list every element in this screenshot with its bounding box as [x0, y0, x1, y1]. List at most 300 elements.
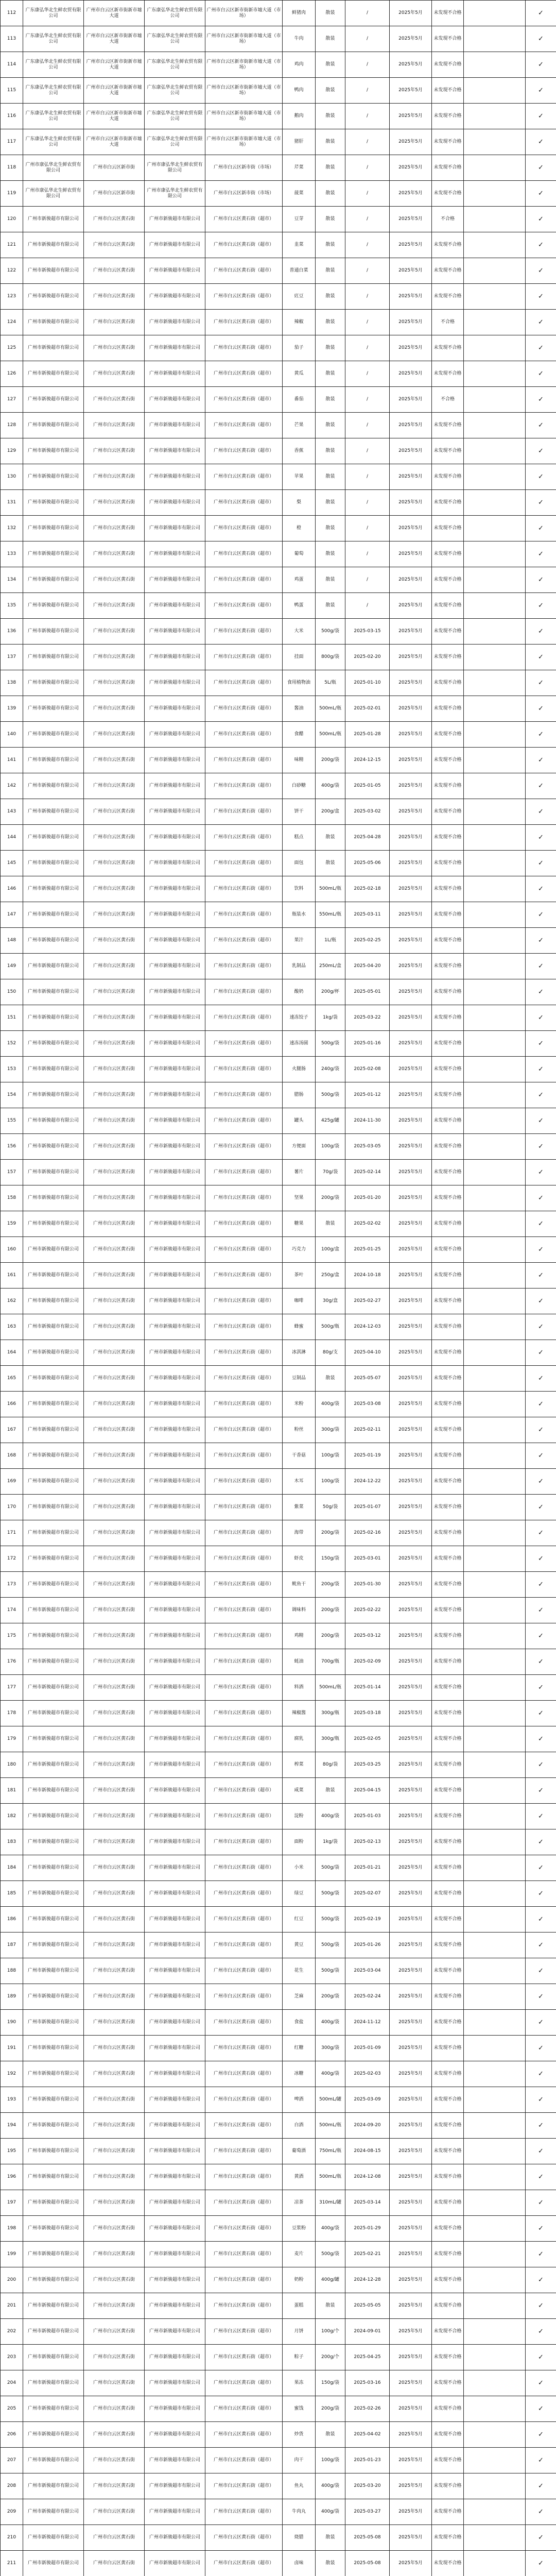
- production-date-cell: 2025-03-04: [345, 1958, 390, 1984]
- spec-cell: 散装: [316, 2422, 345, 2448]
- production-date-cell: /: [345, 438, 390, 464]
- serial-number-cell: 208: [1, 2473, 23, 2499]
- sampled-unit-cell: 广州市康弘华北生鲜农贸有限公司: [145, 155, 205, 181]
- serial-number-cell: 159: [1, 1211, 23, 1237]
- manufacturer-address-cell: 广州市白云区黄石街: [84, 1958, 145, 1984]
- sampling-date-cell: 2025年5月: [390, 2036, 432, 2061]
- manufacturer-cell: 广州市新骏超市有限公司: [23, 619, 84, 645]
- manufacturer-address-cell: 广州市白云区黄石街: [84, 387, 145, 413]
- manufacturer-cell: 广州市新骏超市有限公司: [23, 1907, 84, 1933]
- serial-number-cell: 130: [1, 464, 23, 490]
- sampled-unit-address-cell: 广州市白云区新市街新市墟大道（市场）: [205, 52, 283, 78]
- table-row: [1, 2267, 556, 2293]
- sampled-unit-address-cell: 广州市白云区黄石街（超市）: [205, 825, 283, 851]
- sampled-unit-cell: 广州市新骏超市有限公司: [145, 1623, 205, 1649]
- production-date-cell: 2025-02-02: [345, 1211, 390, 1237]
- manufacturer-address-cell: 广州市白云区黄石街: [84, 464, 145, 490]
- conclusion-cell: 未发现不合格: [432, 1443, 464, 1469]
- sampled-unit-address-cell: 广州市白云区黄石街（超市）: [205, 2422, 283, 2448]
- sample-name-cell: 茄子: [283, 335, 316, 361]
- table-row: [1, 516, 556, 541]
- serial-number-cell: 189: [1, 1984, 23, 2010]
- manufacturer-cell: 广州市新骏超市有限公司: [23, 1366, 84, 1392]
- manufacturer-cell: 广东康弘华北生鲜农贸有限公司: [23, 78, 84, 104]
- table-row: [1, 26, 556, 52]
- sampling-date-cell: 2025年5月: [390, 2551, 432, 2576]
- sampled-unit-cell: 广州市新骏超市有限公司: [145, 825, 205, 851]
- sample-name-cell: 鸡肉: [283, 52, 316, 78]
- manufacturer-cell: 广东康弘华北生鲜农贸有限公司: [23, 104, 84, 129]
- production-date-cell: 2024-08-15: [345, 2139, 390, 2164]
- sample-name-cell: 番茄: [283, 387, 316, 413]
- sampled-unit-address-cell: 广州市白云区黄石街（超市）: [205, 1082, 283, 1108]
- table-row: [1, 979, 556, 1005]
- sampled-unit-cell: 广州市新骏超市有限公司: [145, 593, 205, 619]
- sampled-unit-address-cell: 广州市白云区黄石街（超市）: [205, 2293, 283, 2319]
- spec-cell: 500mL/罐: [316, 2087, 345, 2113]
- conclusion-cell: 未发现不合格: [432, 902, 464, 928]
- production-date-cell: /: [345, 1, 390, 26]
- sampled-unit-address-cell: 广州市白云区黄石街（超市）: [205, 2473, 283, 2499]
- manufacturer-cell: 广州市新骏超市有限公司: [23, 1211, 84, 1237]
- remark-cell: ✓: [526, 490, 556, 516]
- sampled-unit-cell: 广州市新骏超市有限公司: [145, 876, 205, 902]
- sampled-unit-address-cell: 广州市白云区黄石街（超市）: [205, 387, 283, 413]
- table-row: [1, 1701, 556, 1726]
- sampled-unit-cell: 广州市新骏超市有限公司: [145, 954, 205, 979]
- serial-number-cell: 179: [1, 1726, 23, 1752]
- manufacturer-cell: 广州市新骏超市有限公司: [23, 1958, 84, 1984]
- nonconforming-item-cell: [464, 1237, 526, 1263]
- sampling-date-cell: 2025年5月: [390, 2396, 432, 2422]
- sampled-unit-address-cell: 广州市白云区黄石街（超市）: [205, 645, 283, 670]
- production-date-cell: 2024-11-30: [345, 1108, 390, 1134]
- nonconforming-item-cell: [464, 2139, 526, 2164]
- table-row: [1, 1829, 556, 1855]
- sample-name-cell: 辣椒: [283, 310, 316, 335]
- remark-cell: ✓: [526, 670, 556, 696]
- sampling-date-cell: 2025年5月: [390, 1134, 432, 1160]
- remark-cell: ✓: [526, 1237, 556, 1263]
- conclusion-cell: 未发现不合格: [432, 1417, 464, 1443]
- manufacturer-cell: 广州市新骏超市有限公司: [23, 207, 84, 232]
- nonconforming-item-cell: [464, 1572, 526, 1598]
- manufacturer-address-cell: 广州市白云区黄石街: [84, 2448, 145, 2473]
- serial-number-cell: 186: [1, 1907, 23, 1933]
- remark-cell: ✓: [526, 825, 556, 851]
- conclusion-cell: 未发现不合格: [432, 696, 464, 722]
- production-date-cell: 2024-11-12: [345, 2010, 390, 2036]
- remark-cell: ✓: [526, 52, 556, 78]
- nonconforming-item-cell: [464, 2061, 526, 2087]
- sampling-date-cell: 2025年5月: [390, 1314, 432, 1340]
- nonconforming-item-cell: [464, 2345, 526, 2370]
- nonconforming-item-cell: [464, 593, 526, 619]
- production-date-cell: 2025-02-05: [345, 1726, 390, 1752]
- manufacturer-address-cell: 广州市白云区黄石街: [84, 928, 145, 954]
- sample-name-cell: 食用植物油: [283, 670, 316, 696]
- sampled-unit-address-cell: 广州市白云区黄石街（超市）: [205, 1185, 283, 1211]
- nonconforming-item-cell: [464, 876, 526, 902]
- production-date-cell: 2025-02-21: [345, 2242, 390, 2267]
- sample-name-cell: 黄豆: [283, 1933, 316, 1958]
- spec-cell: 500g/袋: [316, 1933, 345, 1958]
- nonconforming-item-cell: [464, 258, 526, 284]
- table-row: [1, 2448, 556, 2473]
- remark-cell: ✓: [526, 645, 556, 670]
- remark-cell: ✓: [526, 284, 556, 310]
- spec-cell: 散装: [316, 26, 345, 52]
- sampled-unit-address-cell: 广州市白云区黄石街（超市）: [205, 1469, 283, 1495]
- nonconforming-item-cell: [464, 1, 526, 26]
- sampled-unit-cell: 广州市新骏超市有限公司: [145, 2551, 205, 2576]
- nonconforming-item-cell: [464, 1366, 526, 1392]
- sample-name-cell: 黄酒: [283, 2164, 316, 2190]
- sampled-unit-address-cell: 广州市白云区黄石街（超市）: [205, 1804, 283, 1829]
- remark-cell: ✓: [526, 2525, 556, 2551]
- remark-cell: ✓: [526, 26, 556, 52]
- sampled-unit-cell: 广州市新骏超市有限公司: [145, 1572, 205, 1598]
- sampled-unit-address-cell: 广州市白云区新市街新市墟大道（市场）: [205, 26, 283, 52]
- sampled-unit-address-cell: 广州市白云区黄石街（超市）: [205, 902, 283, 928]
- sampled-unit-address-cell: 广州市白云区黄石街（超市）: [205, 2164, 283, 2190]
- serial-number-cell: 191: [1, 2036, 23, 2061]
- sampled-unit-cell: 广州市新骏超市有限公司: [145, 2293, 205, 2319]
- sampled-unit-address-cell: 广州市白云区黄石街（超市）: [205, 2139, 283, 2164]
- remark-cell: ✓: [526, 1108, 556, 1134]
- manufacturer-cell: 广州市新骏超市有限公司: [23, 1392, 84, 1417]
- sampled-unit-address-cell: 广州市白云区新市街新市墟大道（市场）: [205, 104, 283, 129]
- manufacturer-cell: 广州市康弘华北生鲜农贸有限公司: [23, 155, 84, 181]
- production-date-cell: 2025-03-14: [345, 2190, 390, 2216]
- spec-cell: 散装: [316, 78, 345, 104]
- sample-name-cell: 咖啡: [283, 1289, 316, 1314]
- table-row: [1, 284, 556, 310]
- nonconforming-item-cell: [464, 284, 526, 310]
- sample-name-cell: 韭菜: [283, 232, 316, 258]
- production-date-cell: /: [345, 129, 390, 155]
- spec-cell: 500g/袋: [316, 2242, 345, 2267]
- table-row: [1, 696, 556, 722]
- sampling-date-cell: 2025年5月: [390, 1623, 432, 1649]
- sampling-date-cell: 2025年5月: [390, 26, 432, 52]
- sample-name-cell: 米粉: [283, 1392, 316, 1417]
- spec-cell: 200g/袋: [316, 1623, 345, 1649]
- serial-number-cell: 193: [1, 2087, 23, 2113]
- sample-name-cell: 蛋糕: [283, 2293, 316, 2319]
- sampled-unit-cell: 广州市新骏超市有限公司: [145, 490, 205, 516]
- sampled-unit-address-cell: 广州市白云区黄石街（超市）: [205, 2190, 283, 2216]
- sampled-unit-address-cell: 广州市白云区黄石街（超市）: [205, 567, 283, 593]
- table-row: [1, 1907, 556, 1933]
- nonconforming-item-cell: [464, 1005, 526, 1031]
- nonconforming-item-cell: [464, 1263, 526, 1289]
- sample-name-cell: 鱼丸: [283, 2473, 316, 2499]
- manufacturer-cell: 广州市新骏超市有限公司: [23, 1675, 84, 1701]
- conclusion-cell: 未发现不合格: [432, 722, 464, 748]
- sample-name-cell: 菠菜: [283, 181, 316, 207]
- sample-name-cell: 蚝油: [283, 1649, 316, 1675]
- nonconforming-item-cell: [464, 928, 526, 954]
- manufacturer-address-cell: 广州市白云区黄石街: [84, 1623, 145, 1649]
- manufacturer-address-cell: 广州市白云区新市街新市墟大道: [84, 78, 145, 104]
- manufacturer-address-cell: 广州市白云区黄石街: [84, 361, 145, 387]
- sample-name-cell: 咸菜: [283, 1778, 316, 1804]
- manufacturer-address-cell: 广州市白云区黄石街: [84, 799, 145, 825]
- table-row: [1, 1031, 556, 1057]
- production-date-cell: 2024-12-22: [345, 1469, 390, 1495]
- remark-cell: ✓: [526, 1340, 556, 1366]
- spec-cell: 100g/个: [316, 2319, 345, 2345]
- remark-cell: ✓: [526, 696, 556, 722]
- conclusion-cell: 未发现不合格: [432, 1701, 464, 1726]
- sampled-unit-cell: 广州市新骏超市有限公司: [145, 2216, 205, 2242]
- sampling-date-cell: 2025年5月: [390, 954, 432, 979]
- sampling-date-cell: 2025年5月: [390, 2319, 432, 2345]
- spec-cell: 5L/瓶: [316, 670, 345, 696]
- spec-cell: 250g/盒: [316, 1263, 345, 1289]
- table-row: [1, 1855, 556, 1881]
- table-row: [1, 2319, 556, 2345]
- spec-cell: 1L/瓶: [316, 928, 345, 954]
- sampled-unit-address-cell: 广州市白云区黄石街（超市）: [205, 2036, 283, 2061]
- sampled-unit-cell: 广州市新骏超市有限公司: [145, 1933, 205, 1958]
- sampled-unit-cell: 广州市新骏超市有限公司: [145, 1958, 205, 1984]
- manufacturer-cell: 广州市新骏超市有限公司: [23, 1443, 84, 1469]
- remark-cell: ✓: [526, 1701, 556, 1726]
- nonconforming-item-cell: [464, 2242, 526, 2267]
- sampled-unit-cell: 广东康弘华北生鲜农贸有限公司: [145, 129, 205, 155]
- sampled-unit-address-cell: 广州市白云区黄石街（超市）: [205, 619, 283, 645]
- production-date-cell: 2025-02-11: [345, 1417, 390, 1443]
- manufacturer-address-cell: 广州市白云区黄石街: [84, 1263, 145, 1289]
- sampled-unit-cell: 广州市新骏超市有限公司: [145, 773, 205, 799]
- nonconforming-item-cell: [464, 1804, 526, 1829]
- table-row: [1, 1804, 556, 1829]
- conclusion-cell: 未发现不合格: [432, 2499, 464, 2525]
- manufacturer-address-cell: 广州市白云区新市街: [84, 181, 145, 207]
- sample-name-cell: 香蕉: [283, 438, 316, 464]
- manufacturer-address-cell: 广州市白云区黄石街: [84, 851, 145, 876]
- sampling-date-cell: 2025年5月: [390, 1778, 432, 1804]
- serial-number-cell: 149: [1, 954, 23, 979]
- sampled-unit-address-cell: 广州市白云区黄石街（超市）: [205, 1649, 283, 1675]
- manufacturer-cell: 广东康弘华北生鲜农贸有限公司: [23, 129, 84, 155]
- sampled-unit-address-cell: 广州市白云区黄石街（超市）: [205, 851, 283, 876]
- manufacturer-cell: 广州市新骏超市有限公司: [23, 1701, 84, 1726]
- serial-number-cell: 161: [1, 1263, 23, 1289]
- manufacturer-address-cell: 广州市白云区黄石街: [84, 1005, 145, 1031]
- manufacturer-address-cell: 广州市白云区黄石街: [84, 2190, 145, 2216]
- manufacturer-address-cell: 广州市白云区黄石街: [84, 1392, 145, 1417]
- sample-name-cell: 苹果: [283, 464, 316, 490]
- sample-name-cell: 牛肉丸: [283, 2499, 316, 2525]
- manufacturer-cell: 广州市新骏超市有限公司: [23, 232, 84, 258]
- nonconforming-item-cell: [464, 2551, 526, 2576]
- spec-cell: 400g/袋: [316, 2216, 345, 2242]
- sample-name-cell: 淀粉: [283, 1804, 316, 1829]
- table-row: [1, 1160, 556, 1185]
- sample-name-cell: 芹菜: [283, 155, 316, 181]
- nonconforming-item-cell: [464, 1829, 526, 1855]
- sampled-unit-address-cell: 广州市白云区黄石街（超市）: [205, 1520, 283, 1546]
- sampled-unit-address-cell: 广州市白云区黄石街（超市）: [205, 1984, 283, 2010]
- spec-cell: 散装: [316, 232, 345, 258]
- sampling-date-cell: 2025年5月: [390, 1495, 432, 1520]
- sampled-unit-cell: 广州市新骏超市有限公司: [145, 979, 205, 1005]
- nonconforming-item-cell: [464, 52, 526, 78]
- conclusion-cell: 未发现不合格: [432, 335, 464, 361]
- sample-name-cell: 鹅肉: [283, 104, 316, 129]
- manufacturer-address-cell: 广州市白云区新市街新市墟大道: [84, 1, 145, 26]
- remark-cell: ✓: [526, 2267, 556, 2293]
- conclusion-cell: 未发现不合格: [432, 541, 464, 567]
- manufacturer-address-cell: 广州市白云区黄石街: [84, 2293, 145, 2319]
- conclusion-cell: 未发现不合格: [432, 1082, 464, 1108]
- manufacturer-address-cell: 广州市白云区黄石街: [84, 2242, 145, 2267]
- spec-cell: 散装: [316, 1778, 345, 1804]
- nonconforming-item-cell: [464, 1108, 526, 1134]
- manufacturer-address-cell: 广州市白云区黄石街: [84, 954, 145, 979]
- sampling-date-cell: 2025年5月: [390, 2164, 432, 2190]
- spec-cell: 750mL/瓶: [316, 2139, 345, 2164]
- production-date-cell: 2025-05-08: [345, 2525, 390, 2551]
- conclusion-cell: 未发现不合格: [432, 2396, 464, 2422]
- production-date-cell: /: [345, 232, 390, 258]
- spec-cell: 400g/袋: [316, 1804, 345, 1829]
- production-date-cell: /: [345, 258, 390, 284]
- spec-cell: 500mL/瓶: [316, 1675, 345, 1701]
- manufacturer-cell: 广州市新骏超市有限公司: [23, 335, 84, 361]
- sample-name-cell: 鱿鱼干: [283, 1572, 316, 1598]
- sampled-unit-address-cell: 广州市白云区黄石街（超市）: [205, 2370, 283, 2396]
- conclusion-cell: 未发现不合格: [432, 1598, 464, 1623]
- remark-cell: ✓: [526, 773, 556, 799]
- remark-cell: ✓: [526, 1082, 556, 1108]
- table-row: [1, 207, 556, 232]
- sample-name-cell: 蜜饯: [283, 2396, 316, 2422]
- sampling-date-cell: 2025年5月: [390, 2370, 432, 2396]
- sampled-unit-address-cell: 广州市白云区黄石街（超市）: [205, 1752, 283, 1778]
- spec-cell: 散装: [316, 2525, 345, 2551]
- conclusion-cell: 未发现不合格: [432, 155, 464, 181]
- sampling-date-cell: 2025年5月: [390, 1031, 432, 1057]
- sampled-unit-address-cell: 广州市白云区黄石街（超市）: [205, 1340, 283, 1366]
- sampled-unit-cell: 广州市新骏超市有限公司: [145, 2190, 205, 2216]
- manufacturer-address-cell: 广州市白云区黄石街: [84, 645, 145, 670]
- table-row: [1, 1933, 556, 1958]
- conclusion-cell: 未发现不合格: [432, 1623, 464, 1649]
- sampled-unit-cell: 广州市新骏超市有限公司: [145, 387, 205, 413]
- remark-cell: ✓: [526, 1804, 556, 1829]
- sample-name-cell: 绿豆: [283, 1881, 316, 1907]
- sampled-unit-cell: 广州市新骏超市有限公司: [145, 516, 205, 541]
- sampled-unit-address-cell: 广州市白云区黄石街（超市）: [205, 722, 283, 748]
- manufacturer-address-cell: 广州市白云区黄石街: [84, 1933, 145, 1958]
- manufacturer-address-cell: 广州市白云区黄石街: [84, 1520, 145, 1546]
- remark-cell: ✓: [526, 2422, 556, 2448]
- serial-number-cell: 167: [1, 1417, 23, 1443]
- table-row: [1, 464, 556, 490]
- sampled-unit-cell: 广州市新骏超市有限公司: [145, 1082, 205, 1108]
- conclusion-cell: 未发现不合格: [432, 954, 464, 979]
- spec-cell: 300g/袋: [316, 2036, 345, 2061]
- manufacturer-cell: 广州市新骏超市有限公司: [23, 387, 84, 413]
- manufacturer-cell: 广州市新骏超市有限公司: [23, 1649, 84, 1675]
- manufacturer-cell: 广州市新骏超市有限公司: [23, 284, 84, 310]
- production-date-cell: 2025-03-12: [345, 1623, 390, 1649]
- manufacturer-address-cell: 广州市白云区黄石街: [84, 1082, 145, 1108]
- remark-cell: ✓: [526, 1829, 556, 1855]
- remark-cell: ✓: [526, 1443, 556, 1469]
- sample-name-cell: 调味料: [283, 1598, 316, 1623]
- table-row: [1, 335, 556, 361]
- manufacturer-cell: 广州市新骏超市有限公司: [23, 2319, 84, 2345]
- nonconforming-item-cell: [464, 2087, 526, 2113]
- production-date-cell: 2025-05-08: [345, 2551, 390, 2576]
- sample-name-cell: 鸭蛋: [283, 593, 316, 619]
- sampled-unit-cell: 广州市新骏超市有限公司: [145, 567, 205, 593]
- serial-number-cell: 127: [1, 387, 23, 413]
- sampled-unit-cell: 广州市新骏超市有限公司: [145, 2422, 205, 2448]
- manufacturer-address-cell: 广州市白云区黄石街: [84, 516, 145, 541]
- serial-number-cell: 181: [1, 1778, 23, 1804]
- sampling-date-cell: 2025年5月: [390, 1185, 432, 1211]
- manufacturer-address-cell: 广州市白云区黄石街: [84, 902, 145, 928]
- sample-name-cell: 食醋: [283, 722, 316, 748]
- manufacturer-cell: 广州市新骏超市有限公司: [23, 1469, 84, 1495]
- manufacturer-address-cell: 广州市白云区黄石街: [84, 1881, 145, 1907]
- sampled-unit-cell: 广州市新骏超市有限公司: [145, 1984, 205, 2010]
- manufacturer-cell: 广州市新骏超市有限公司: [23, 1778, 84, 1804]
- sampling-date-cell: 2025年5月: [390, 155, 432, 181]
- table-row: [1, 1778, 556, 1804]
- spec-cell: 80g/支: [316, 1340, 345, 1366]
- sample-name-cell: 红糖: [283, 2036, 316, 2061]
- sampled-unit-address-cell: 广州市白云区黄石街（超市）: [205, 1572, 283, 1598]
- sampling-date-cell: 2025年5月: [390, 541, 432, 567]
- remark-cell: ✓: [526, 1289, 556, 1314]
- production-date-cell: 2025-01-28: [345, 722, 390, 748]
- production-date-cell: 2025-01-16: [345, 1031, 390, 1057]
- remark-cell: ✓: [526, 2010, 556, 2036]
- sample-name-cell: 鸡精: [283, 1623, 316, 1649]
- sampled-unit-cell: 广州市康弘华北生鲜农贸有限公司: [145, 181, 205, 207]
- sampled-unit-cell: 广州市新骏超市有限公司: [145, 2139, 205, 2164]
- sampled-unit-cell: 广州市新骏超市有限公司: [145, 2036, 205, 2061]
- conclusion-cell: 不合格: [432, 387, 464, 413]
- manufacturer-address-cell: 广州市白云区黄石街: [84, 490, 145, 516]
- manufacturer-address-cell: 广州市白云区黄石街: [84, 2473, 145, 2499]
- spec-cell: 500g/袋: [316, 1855, 345, 1881]
- spec-cell: 700g/瓶: [316, 1649, 345, 1675]
- sample-name-cell: 腊肠: [283, 1082, 316, 1108]
- table-row: [1, 1211, 556, 1237]
- manufacturer-cell: 广州市新骏超市有限公司: [23, 2422, 84, 2448]
- manufacturer-address-cell: 广州市白云区黄石街: [84, 1495, 145, 1520]
- remark-cell: ✓: [526, 1752, 556, 1778]
- conclusion-cell: 未发现不合格: [432, 2370, 464, 2396]
- conclusion-cell: 未发现不合格: [432, 1211, 464, 1237]
- conclusion-cell: 未发现不合格: [432, 464, 464, 490]
- remark-cell: ✓: [526, 1211, 556, 1237]
- sampled-unit-address-cell: 广州市白云区黄石街（超市）: [205, 2499, 283, 2525]
- conclusion-cell: 未发现不合格: [432, 1984, 464, 2010]
- serial-number-cell: 155: [1, 1108, 23, 1134]
- production-date-cell: 2025-03-25: [345, 1752, 390, 1778]
- spec-cell: 400g/袋: [316, 2499, 345, 2525]
- sampled-unit-address-cell: 广州市白云区黄石街（超市）: [205, 413, 283, 438]
